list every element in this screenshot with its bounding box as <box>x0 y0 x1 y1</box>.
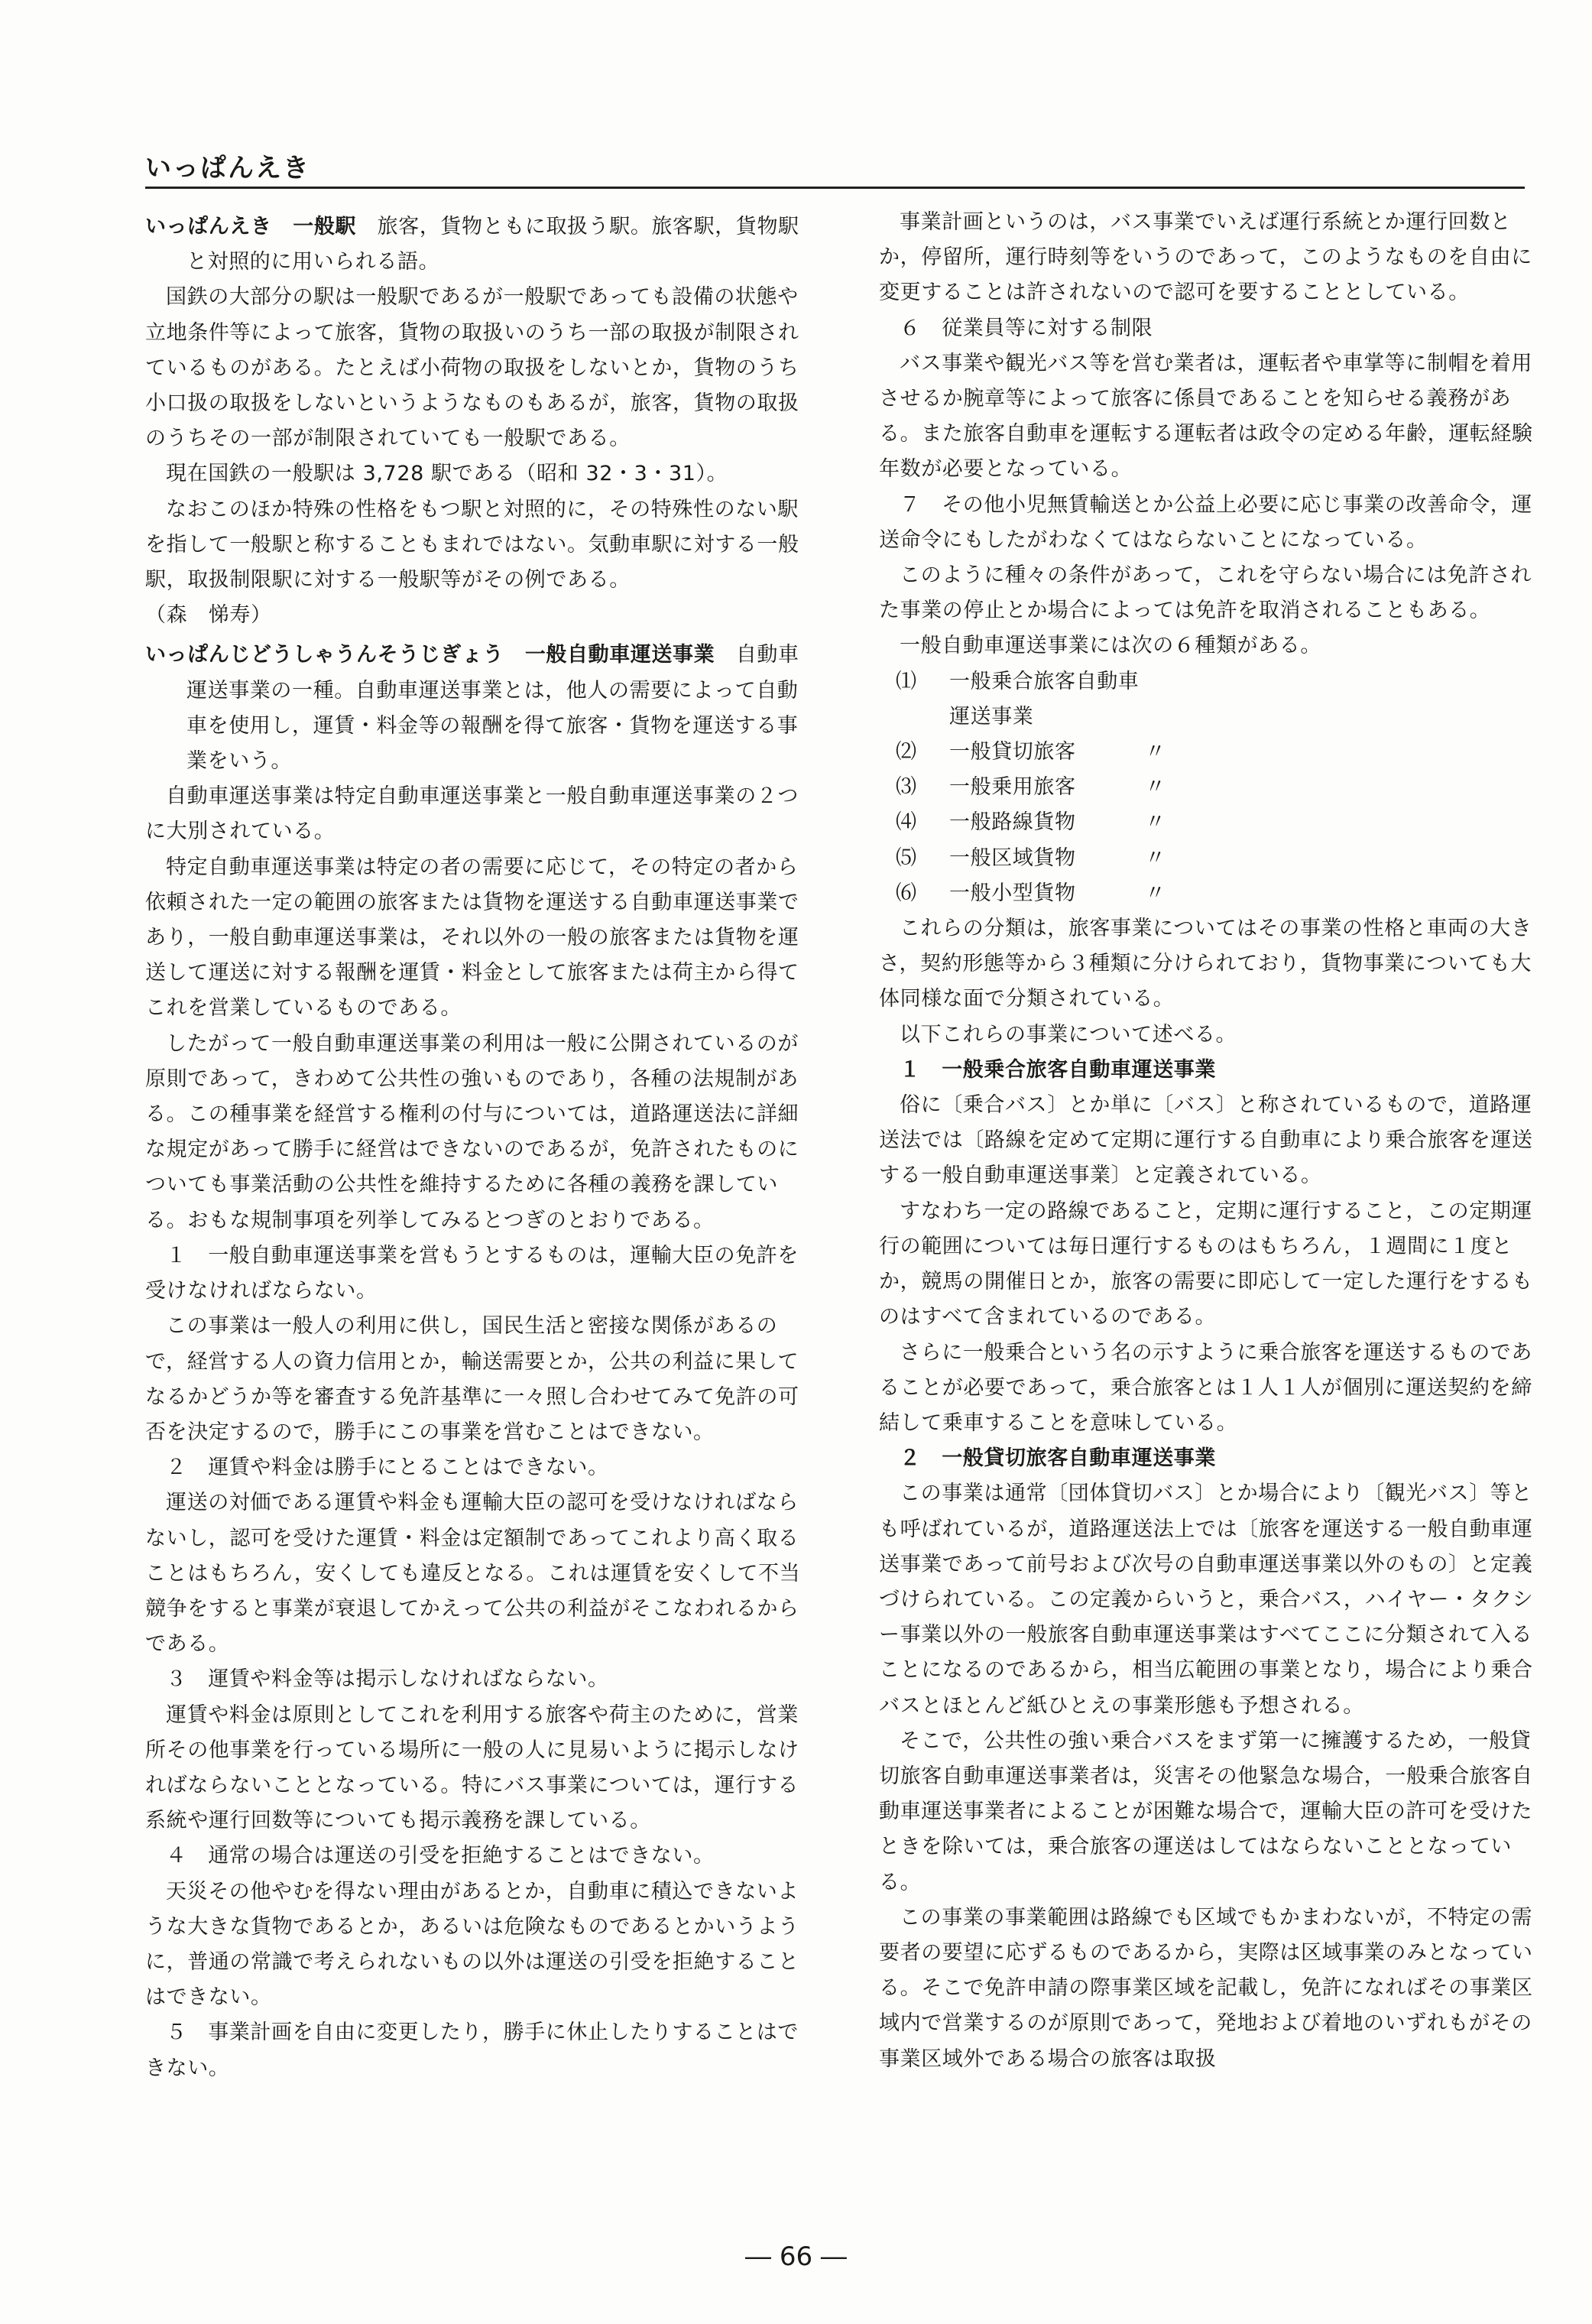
regulation-heading: ３ 運賃や料金等は掲示しなければならない。 <box>166 1667 609 1692</box>
list-label: 一般貸切旅客 <box>949 740 1076 764</box>
section-heading: １ 一般乗合旅客自動車運送事業 <box>900 1057 1216 1082</box>
right-column <box>879 205 1551 2077</box>
list-number: ⑸ <box>896 846 917 870</box>
list-item <box>879 876 1551 911</box>
list-label: 一般小型貨物 <box>949 881 1076 905</box>
left-column <box>145 205 818 2086</box>
paragraph: さらに一般乗合という名の示すように乗合旅客を運送するものであることが必要であって，乗合旅客とは１人１人が個別に運送契約を締結して乗車することを意味している。 <box>879 1340 1532 1435</box>
paragraph: 事業計画というのは，バス事業でいえば運行系統とか運行回数とか，停留所，運行時刻等をいうのであって，このようなものを自由に変更することは許されないので認可を要することとしている。 <box>879 210 1532 305</box>
list-item <box>879 841 1551 876</box>
paragraph: このように種々の条件があって，これを守らない場合には免許された事業の停止とか場合によっては免許を取消されることもある。 <box>879 563 1532 623</box>
business-type-list <box>879 664 1551 911</box>
list-number: ⑷ <box>896 810 917 835</box>
entry-reading: いっぱんじどうしゃうんそうじぎょう <box>145 643 504 667</box>
paragraph: この事業は一般人の利用に供し，国民生活と密接な関係があるので，経営する人の資力信用とか，輸送需要とか，公共の利益に果してなるかどうか等を審査する免許基準に一々照し合わせてみて免許の可否を決定するので，勝手にこの事業を営むことはできない。 <box>145 1314 799 1444</box>
paragraph: したがって一般自動車運送事業の利用は一般に公開されているのが原則であって，きわめて公共性の強いものであり，各種の法規制がある。この種事業を経営する権利の付与については，道路運送法に詳細な規定があって勝手に経営はできないのであるが，免許されたものについても事業活動の公共性を維持するために各種の義務を課している。おもな規制事項を列挙してみるとつぎのとおりである。 <box>145 1031 799 1232</box>
entry-reading: いっぱんえき <box>145 215 272 239</box>
list-item <box>879 770 1551 805</box>
list-number: ⑶ <box>896 775 917 800</box>
paragraph: 現在国鉄の一般駅は 3,728 駅である（昭和 32・3・31）。 <box>166 462 728 486</box>
paragraph: 国鉄の大部分の駅は一般駅であるが一般駅であっても設備の状態や立地条件等によって旅客，貨物の取扱いのうち一部の取扱が制限されているものがある。たとえば小荷物の取扱をしないとか，貨物のうち小口扱の取扱をしないというようなものもあるが，旅客，貨物の取扱のうちその一部が制限されていても一般駅である。 <box>145 285 799 451</box>
paragraph: バス事業や観光バス等を営む業者は，運転者や車掌等に制帽を着用させるか腕章等によって旅客に係員であることを知らせる義務がある。また旅客自動車を運転する運転者は政令の定める年齢，運転経験年数が必要となっている。 <box>879 351 1533 482</box>
ditto-mark: 〃 <box>1145 846 1166 870</box>
list-number: ⑴ <box>896 669 917 693</box>
ditto-mark: 〃 <box>1145 740 1166 764</box>
entry-ippanjidousha <box>145 638 818 779</box>
paragraph: これらの分類は，旅客事業についてはその事業の性格と車両の大きさ，契約形態等から３種類に分けられており，貨物事業についても大体同様な面で分類されている。 <box>879 917 1532 1011</box>
author-credit: （森 悌寿） <box>145 603 272 628</box>
paragraph: この事業は通常〔団体貸切バス〕とか場合により〔観光バス〕等とも呼ばれているが，道路運送法上では〔旅客を運送する一般自動車運送事業であって前号および次号の自動車運送事業以外のもの〕と定義づけられている。この定義からいうと，乗合バス，ハイヤー・タクシー事業以外の一般旅客自動車運送事業はすべてここに分類されて入ることになるのであるから，相当広範囲の事業となり，場合により乗合バスとほとんど紙ひとえの事業形態も予想される。 <box>879 1482 1534 1718</box>
paragraph: 俗に〔乗合バス〕とか単に〔バス〕と称されているもので，道路運送法では〔路線を定めて定期に運行する自動車により乗合旅客を運送する一般自動車運送事業〕と定義されている。 <box>879 1093 1533 1188</box>
paragraph: 特定自動車運送事業は特定の者の需要に応じて，その特定の者から依頼された一定の範囲の旅客または貨物を運送する自動車運送事業であり，一般自動車運送事業は，それ以外の一般の旅客または貨物を運送して運送に対する報酬を運賃・料金として旅客または荷主から得てこれを営業しているものである。 <box>145 855 799 1021</box>
list-item <box>879 664 1551 735</box>
paragraph: 運送の対価である運賃や料金も運輸大臣の認可を受けなければならないし，認可を受けた運賃・料金は定額制であってこれより高く取ることはもちろん，安くしても違反となる。これは運賃を安くして不当競争をすると事業が衰退してかえって公共の利益がそこなわれるからである。 <box>145 1491 801 1657</box>
paragraph: すなわち一定の路線であること，定期に運行すること，この定期運行の範囲については毎日運行するものはもちろん，１週間に１度とか，競馬の開催日とか，旅客の需要に即応して一定した運行をするものはすべて含まれているのである。 <box>879 1199 1533 1329</box>
list-label: 一般区域貨物 <box>949 846 1076 870</box>
entry-definition: 旅客，貨物ともに取扱う駅。旅客駅，貨物駅と対照的に用いられる語。 <box>186 215 799 274</box>
paragraph: そこで，公共性の強い乗合バスをまず第一に擁護するため，一般貸切旅客自動車運送事業者は，災害その他緊急な場合，一般乗合旅客自動車運送事業者によることが困難な場合で，運輸大臣の許可を受けたときを除いては，乗合旅客の運送はしてはならないこととなっている。 <box>879 1728 1533 1894</box>
list-label: 一般乗合旅客自動車運送事業 <box>949 669 1140 729</box>
paragraph: 一般自動車運送事業には次の６種類がある。 <box>900 634 1321 658</box>
paragraph: なおこのほか特殊の性格をもつ駅と対照的に，その特殊性のない駅を指して一般駅と称することもまれではない。気動車駅に対する一般駅，取扱制限駅に対する一般駅等がその例である。 <box>145 497 799 592</box>
list-number: ⑹ <box>896 881 917 905</box>
regulation-heading: ５ 事業計画を自由に変更したり，勝手に休止したりすることはできない。 <box>145 2021 799 2080</box>
ditto-mark: 〃 <box>1145 881 1166 905</box>
section-heading: ２ 一般貸切旅客自動車運送事業 <box>900 1446 1216 1471</box>
regulation-heading: ２ 運賃や料金は勝手にとることはできない。 <box>166 1456 609 1480</box>
ditto-mark: 〃 <box>1145 775 1166 800</box>
header-rule <box>145 187 1525 189</box>
running-head: いっぱんえき <box>145 153 310 183</box>
ditto-mark: 〃 <box>1145 810 1166 835</box>
regulation-heading: １ 一般自動車運送事業を営もうとするものは，運輸大臣の免許を受けなければならない。 <box>145 1243 799 1303</box>
list-label: 一般乗用旅客 <box>949 775 1076 800</box>
list-item <box>879 735 1551 770</box>
list-item <box>879 805 1551 840</box>
paragraph: この事業の事業範囲は路線でも区域でもかまわないが，不特定の需要者の要望に応ずるものであるから，実際は区域事業のみとなっている。そこで免許申請の際事業区域を記載し，免許になればその事業区域内で営業するのが原則であって，発地および着地のいずれもがその事業区域外である場合の旅客は取扱 <box>879 1905 1533 2071</box>
regulation-heading: ４ 通常の場合は運送の引受を拒絶することはできない。 <box>166 1844 715 1868</box>
paragraph: 以下これらの事業について述べる。 <box>900 1022 1237 1047</box>
paragraph: 運賃や料金は原則としてこれを利用する旅客や荷主のために，営業所その他事業を行っている場所に一般の人に見易いように掲示しなければならないこととなっている。特にバス事業については，運行する系統や運行回数等についても掲示義務を課している。 <box>145 1702 799 1833</box>
list-number: ⑵ <box>896 740 917 764</box>
paragraph: 天災その他やむを得ない理由があるとか，自動車に積込できないような大きな貨物であるとか，あるいは危険なものであるとかいうように，普通の常識で考えられないもの以外は運送の引受を拒絶することはできない。 <box>145 1879 799 2010</box>
entry-ippaneki <box>145 209 818 280</box>
entry-term: 一般自動車運送事業 <box>524 643 715 667</box>
page-number: ― 66 ― <box>745 2241 847 2272</box>
list-label: 一般路線貨物 <box>949 810 1076 835</box>
regulation-heading: ６ 従業員等に対する制限 <box>900 316 1153 340</box>
entry-definition: 自動車運送事業の一種。自動車運送事業とは，他人の需要によって自動車を使用し，運賃・料金等の報酬を得て旅客・貨物を運送する事業をいう。 <box>186 643 799 774</box>
paragraph: ７ その他小児無賃輸送とか公益上必要に応じ事業の改善命令，運送命令にもしたがわなくてはならないことになっている。 <box>879 492 1532 552</box>
entry-term: 一般駅 <box>293 215 357 239</box>
paragraph: 自動車運送事業は特定自動車運送事業と一般自動車運送事業の２つに大別されている。 <box>145 784 799 844</box>
